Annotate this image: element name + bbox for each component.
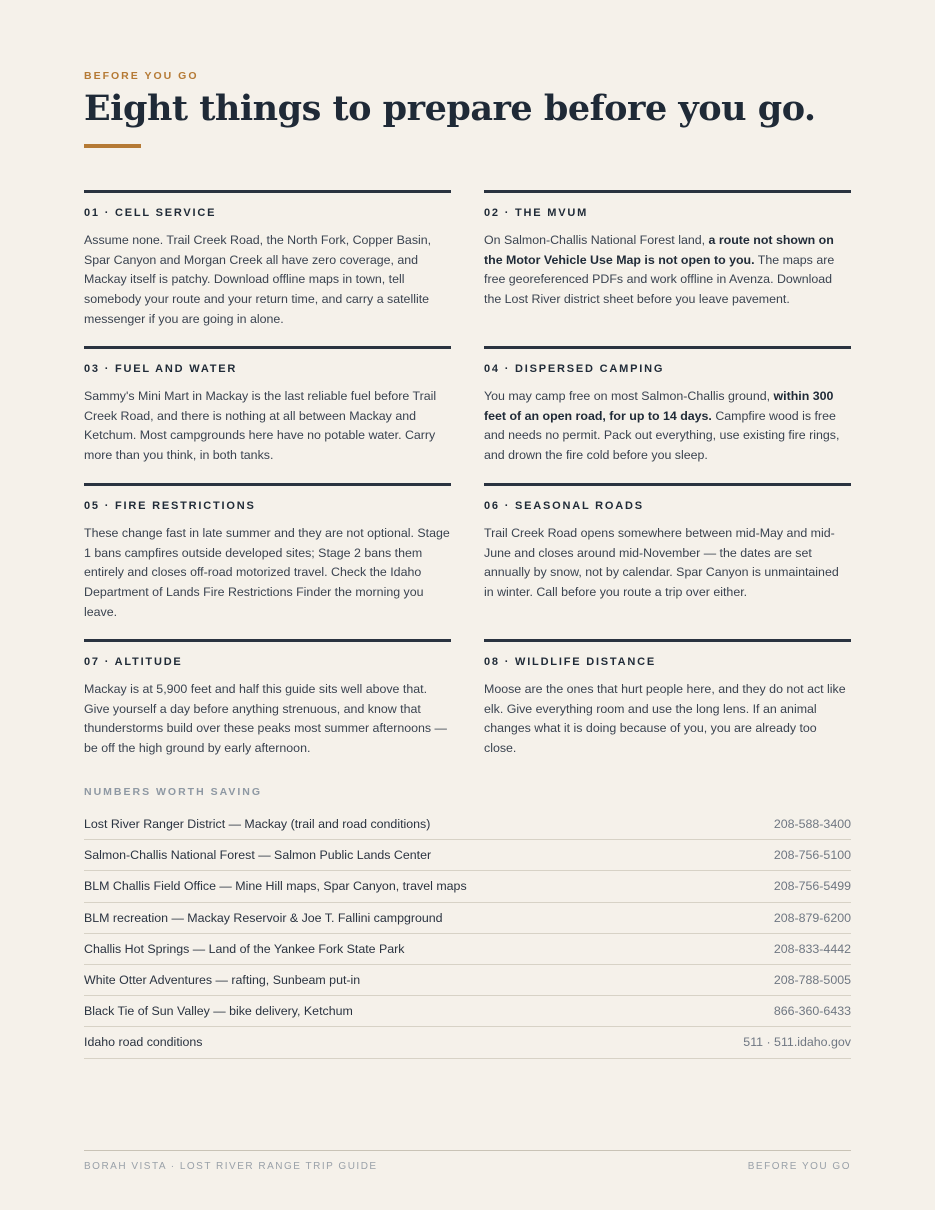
numbers-list (84, 809, 851, 1059)
card-body (484, 231, 851, 310)
number-row (84, 903, 851, 934)
number-row (84, 871, 851, 902)
card-label: 05 · FIRE RESTRICTIONS (84, 500, 256, 512)
phone-number[interactable]: 208-756-5100 (773, 848, 851, 863)
card-label: 06 · SEASONAL ROADS (484, 500, 644, 512)
prep-card-seasonal-roads (484, 483, 851, 600)
card-body (484, 387, 851, 466)
number-row (84, 965, 851, 996)
card-body (84, 524, 451, 623)
body-text: The maps are free georeferenced PDFs and work offline in Avenza. Download the Lost River district sheet before you leave pavement. (484, 252, 835, 307)
footer-guide-title: BORAH VISTA · LOST RIVER RANGE TRIP GUIDE (84, 1161, 378, 1172)
card-label: 02 · THE MVUM (484, 207, 589, 219)
prep-card-fire-restrictions (84, 483, 451, 619)
card-label: 01 · CELL SERVICE (84, 207, 217, 219)
number-row (84, 934, 851, 965)
card-body (484, 680, 851, 759)
prep-card-mvum (484, 190, 851, 307)
body-text: These change fast in late summer and they are not optional. Stage 1 bans campfires outside developed sites; Stage 2 bans them entirely and closes off-road motorized travel. Check the Idaho Department of Lands Fire Restrictions Finder the morning you leave. (84, 526, 450, 619)
number-row (84, 996, 851, 1027)
prep-card-fuel-and-water (84, 346, 451, 463)
phone-number[interactable]: 866-360-6433 (773, 1004, 851, 1019)
number-row (84, 840, 851, 871)
contact-name: White Otter Adventures — rafting, Sunbeam put-in (84, 973, 361, 988)
phone-number[interactable]: 208-833-4442 (773, 941, 851, 956)
card-label: 07 · ALTITUDE (84, 656, 183, 668)
card-body (84, 680, 451, 759)
prep-card-wildlife-distance (484, 639, 851, 756)
body-text: On Salmon-Challis National Forest land, (484, 233, 709, 247)
emphasis-text: a route not shown on the Motor Vehicle Use Map is not open to you. (484, 233, 834, 267)
card-body (84, 231, 451, 330)
body-text: You may camp free on most Salmon-Challis ground, (484, 389, 774, 403)
phone-number[interactable]: 208-756-5499 (773, 879, 851, 894)
body-text: Moose are the ones that hurt people here, and they do not act like elk. Give everything room and use the long lens. If an animal changes what it is doing because of you, you are already too close. (484, 682, 846, 756)
body-text: Assume none. Trail Creek Road, the North Fork, Copper Basin, Spar Canyon and Morgan Creek all have zero coverage, and Mackay itself is patchy. Download offline maps in town, tell somebody your route and your return time, and carry a satellite messenger if you are going in alone. (84, 233, 432, 326)
contact-name: BLM recreation — Mackay Reservoir & Joe T. Fallini campground (84, 910, 443, 925)
contact-name: Salmon-Challis National Forest — Salmon Public Lands Center (84, 848, 432, 863)
number-row (84, 1027, 851, 1058)
numbers-heading: NUMBERS WORTH SAVING (84, 786, 263, 798)
body-text: Mackay is at 5,900 feet and half this guide sits well above that. Give yourself a day before anything strenuous, and know that thunderstorms build over these peaks most summer afternoons — be off the high ground by early afternoon. (84, 682, 447, 756)
title-accent-rule (84, 144, 141, 148)
contact-name: BLM Challis Field Office — Mine Hill maps, Spar Canyon, travel maps (84, 879, 467, 894)
section-eyebrow: BEFORE YOU GO (84, 70, 199, 82)
footer-divider (84, 1150, 851, 1151)
phone-number[interactable]: 208-588-3400 (773, 817, 851, 832)
card-label: 03 · FUEL AND WATER (84, 363, 238, 375)
body-text: Sammy's Mini Mart in Mackay is the last reliable fuel before Trail Creek Road, and there is nothing at all between Mackay and Ketchum. Most campgrounds here have no potable water. Carry more than you think, in both tanks. (84, 389, 437, 463)
prep-card-altitude (84, 639, 451, 756)
card-body (84, 387, 451, 466)
contact-name: Idaho road conditions (84, 1035, 203, 1050)
phone-number[interactable]: 208-879-6200 (773, 910, 851, 925)
prep-card-cell-service (84, 190, 451, 326)
contact-name: Lost River Ranger District — Mackay (trail and road conditions) (84, 817, 431, 832)
phone-number[interactable]: 208-788-5005 (773, 973, 851, 988)
prep-card-dispersed-camping (484, 346, 851, 463)
contact-name: Challis Hot Springs — Land of the Yankee Fork State Park (84, 941, 405, 956)
phone-number[interactable]: 511 · 511.idaho.gov (743, 1035, 851, 1050)
emphasis-text: within 300 feet of an open road, for up to 14 days. (484, 389, 834, 423)
card-body (484, 524, 851, 603)
body-text: Campfire wood is free and needs no permit. Pack out everything, use existing fire rings, and drown the fire cold before you sleep. (484, 408, 840, 463)
body-text: Trail Creek Road opens somewhere between mid-May and mid-June and closes around mid-November — the dates are set annually by snow, not by calendar. Spar Canyon is unmaintained in winter. Call before you route a trip over either. (484, 526, 839, 600)
footer-section-name: BEFORE YOU GO (747, 1161, 851, 1172)
contact-name: Black Tie of Sun Valley — bike delivery, Ketchum (84, 1004, 353, 1019)
page-title: Eight things to prepare before you go. (84, 88, 816, 129)
number-row (84, 809, 851, 840)
card-label: 08 · WILDLIFE DISTANCE (484, 656, 657, 668)
card-label: 04 · DISPERSED CAMPING (484, 363, 665, 375)
